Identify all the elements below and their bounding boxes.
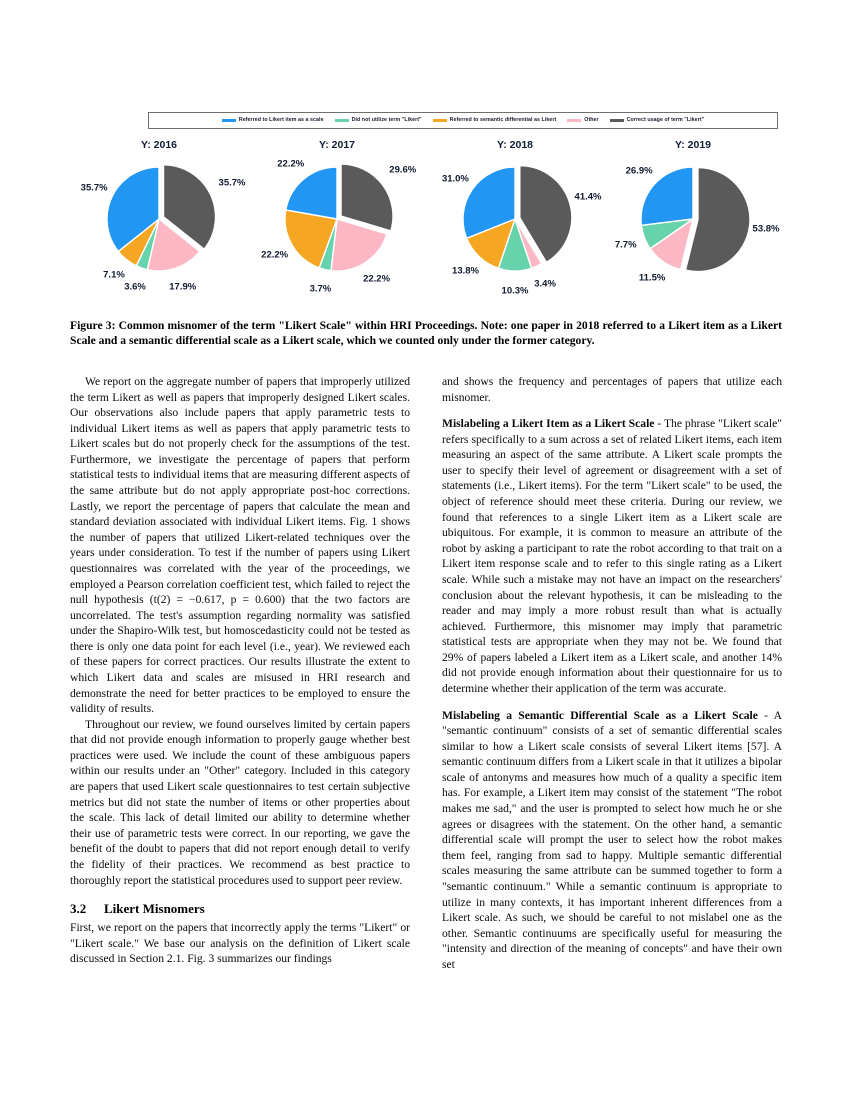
- legend-swatch-icon: [433, 119, 447, 122]
- pie-graphic: [604, 153, 782, 291]
- legend-label: Correct usage of term "Likert": [626, 117, 705, 123]
- section-heading-3-2: [70, 901, 410, 917]
- pie-chart-title: Y: 2019: [675, 139, 711, 151]
- pie-slice-percent-label: 22.2%: [363, 273, 391, 285]
- legend-item: [567, 117, 598, 123]
- pie-slice-percent-label: 31.0%: [441, 173, 469, 185]
- pie-slice-percent-label: 11.5%: [638, 272, 666, 284]
- chart-legend: [148, 112, 778, 129]
- pie-slice-percent-label: 35.7%: [80, 182, 108, 194]
- pie-slice-percent-label: 35.7%: [218, 177, 246, 189]
- pie-slice-percent-label: 22.2%: [277, 158, 305, 170]
- legend-item: [222, 117, 324, 123]
- lead-in-heading-2: Mislabeling a Semantic Differential Scale as a Likert Scale: [442, 708, 758, 722]
- pie-chart-2: [426, 139, 604, 297]
- section-title: Likert Misnomers: [104, 901, 205, 917]
- pie-slice-percent-label: 29.6%: [389, 164, 417, 176]
- legend-label: Other: [584, 117, 599, 123]
- pie-slice-percent-label: 26.9%: [625, 165, 653, 177]
- legend-item: [335, 117, 422, 123]
- pie-chart-3: [604, 139, 782, 297]
- pie-graphic: [70, 153, 248, 291]
- pie-slice: [685, 168, 749, 272]
- pie-slice: [341, 164, 393, 231]
- figure-3: [70, 112, 782, 297]
- pie-slice-percent-label: 13.8%: [452, 265, 479, 277]
- legend-label: Did not utilize term "Likert": [351, 117, 422, 123]
- pie-slice-percent-label: 7.1%: [103, 269, 125, 281]
- pie-slice-percent-label: 10.3%: [501, 285, 529, 297]
- pie-slice-percent-label: 22.2%: [261, 249, 289, 261]
- pie-slice-percent-label: 3.7%: [309, 283, 332, 295]
- legend-label: Referred to semantic differential as Likert: [449, 117, 557, 123]
- paragraph-right-1: and shows the frequency and percentages of papers that utilize each misnomer.: [442, 375, 782, 404]
- paragraph-right-3: [442, 708, 782, 973]
- legend-swatch-icon: [610, 119, 624, 122]
- body-columns: [70, 374, 782, 972]
- pie-slice-percent-label: 17.9%: [169, 281, 197, 293]
- lead-in-heading-1: Mislabeling a Likert Item as a Likert Scale: [442, 417, 655, 431]
- paragraph-right-2: [442, 416, 782, 696]
- pie-slice-percent-label: 53.8%: [752, 223, 780, 235]
- pie-slice-percent-label: 41.4%: [574, 191, 602, 203]
- pie-chart-1: [248, 139, 426, 297]
- pie-chart-title: Y: 2016: [141, 139, 177, 151]
- left-column: [70, 374, 410, 972]
- pie-chart-0: [70, 139, 248, 297]
- pie-graphic: [426, 153, 604, 297]
- paragraph-left-2: Throughout our review, we found ourselves limited by certain papers that did not provide enough information to properly gauge whether best practices were used. We include the count of these ambiguous papers within our results under an "Other" category. Included in this category are papers that used Likert scale questionnaires to test certain subjective metrics but did not state the number of items or other properties about the scale. This lack of detail limited our ability to determine whether their use of parametric tests were correct. In our reporting, we gave the benefit of the doubt to papers that did not report enough detail to verify the fidelity of their practices. We recommend as best practice to thoroughly report the statistical procedures used to support peer review.: [70, 717, 410, 887]
- legend-item: [610, 117, 704, 123]
- pie-slice-percent-label: 7.7%: [614, 239, 637, 251]
- pie-svg: [70, 153, 248, 291]
- paragraph-left-1: We report on the aggregate number of papers that improperly utilized the term Likert as well as papers that improperly designed Likert scales. Our observations also include papers that apply parametric tests to individual Likert items as well as papers that apply parametric tests to Likert scales but do not properly check for the assumptions of the test. Furthermore, we investigate the percentage of papers that perform statistical tests to individual items that are measuring different aspects of the same attribute but do not apply appropriate post-hoc corrections. Lastly, we report the percentage of papers that calculate the mean and standard deviation associated with individual Likert items. Fig. 1 shows the number of papers that utilized Likert-related techniques over the years under consideration. To test if the number of papers using Likert questionnaires was correlated with the year of the proceedings, we employed a Pearson correlation coefficient test, which failed to reject the null hypothesis (t(2) = −0.617, p = 0.600) that the two factors are uncorrelated. The test's assumption regarding normality was satisfied under the Shapiro-Wilk test, but homoscedasticity could not be tested as there is only one data point for each level (i.e., year). We reviewed each of these papers for correct practices. Our results illustrate the extent to which Likert data and scales are misused in HRI research and demonstrate the need for better practices to be employed to ensure the validity of results.: [70, 375, 410, 716]
- legend-label: Referred to Likert item as a scale: [238, 117, 324, 123]
- pie-slice-percent-label: 3.6%: [124, 281, 146, 293]
- legend-swatch-icon: [222, 119, 236, 122]
- section-number: 3.2: [70, 901, 87, 917]
- pie-graphic: [248, 153, 426, 295]
- pie-chart-row: [70, 139, 782, 297]
- pie-chart-title: Y: 2018: [497, 139, 533, 151]
- figure-caption: Figure 3: Common misnomer of the term "Likert Scale" within HRI Proceedings. Note: one paper in 2018 referred to a Likert item as a Likert Scale and a semantic differential scale as a Likert scale, which we counted only under the former category.: [70, 319, 782, 348]
- pie-slice-percent-label: 3.4%: [534, 278, 556, 290]
- legend-item: [433, 117, 557, 123]
- pie-chart-title: Y: 2017: [319, 139, 355, 151]
- pie-slice: [286, 167, 337, 219]
- right-column: [442, 374, 782, 972]
- paragraph-right-2-text: - The phrase "Likert scale" refers specifically to a sum across a set of related Likert items, each item measuring an aspect of the same attribute. A Likert scale prompts the user to specify their level of agreement or disagreement with a set of statements (i.e., Likert items). For the term "Likert scale" to be used, the object of reference should meet these criteria. During our review, we found that references to a single Likert item as a Likert scale are ubiquitous. For example, it is common to measure an attribute of the robot by asking a participant to rate the robot according to that trait on a Likert item response scale and to refer to this single rating as a Likert scale. While such a mistake may not have an impact on the researchers' conclusion about the relevant hypothesis, it can be misleading to the reader and may imply a more robust result than what is actually achieved. Furthermore, this misnomer may imply that parametric statistical tests are appropriate when they may not be. We found that 29% of papers labeled a Likert item as a Likert scale, and another 14% did not provide enough information about their questionnaire for us to determine whether their application of the term was accurate.: [442, 417, 782, 695]
- paragraph-right-3-text: - A "semantic continuum" consists of a set of semantic differential scales similar to how a Likert scale consists of several Likert items [57]. A semantic continuum differs from a Likert scale in that it utilizes a bipolar scale of antonyms and measures how much of a quality a specific item has. For example, a Likert item may consist of the statement "The robot makes me sad," and the user is prompted to select how much he or she agrees or disagrees with the statement. On the other hand, a semantic differential scale will prompt the user to select how the robot makes them feel, ranging from sad to happy. Multiple semantic differential scales measuring the same attribute can be summed together to form a "semantic continuum." While a semantic continuum is appropriate to utilize in many contexts, it has important inherent differences from a Likert scale. As such, we should be careful to not mislabel one as the other. Semantic continuums are specifically useful for measuring the "intensity and direction of the meaning of concepts" and have their own set: [442, 708, 782, 971]
- paragraph-left-3: First, we report on the papers that incorrectly apply the terms "Likert" or "Likert scale." We base our analysis on the definition of Likert scale discussed in Section 2.1. Fig. 3 summarizes our findings: [70, 921, 410, 966]
- legend-swatch-icon: [335, 119, 349, 122]
- legend-swatch-icon: [567, 119, 581, 122]
